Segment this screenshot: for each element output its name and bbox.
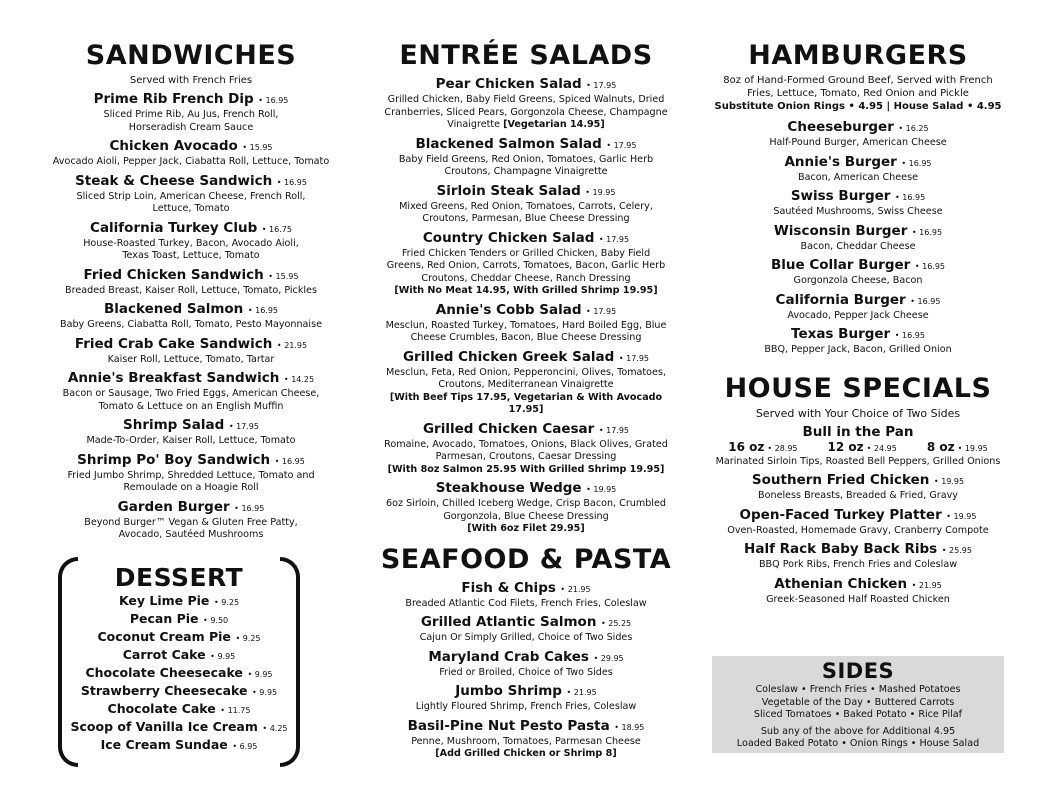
menu-item bbox=[710, 507, 1006, 538]
bull-price: • 28.95 bbox=[767, 443, 798, 453]
menu-item bbox=[40, 220, 342, 263]
item-note: [With 8oz Salmon 25.95 With Grilled Shrimp 19.95] bbox=[387, 463, 665, 475]
menu-item bbox=[40, 267, 342, 298]
item-name: Maryland Crab Cakes • 29.95 bbox=[428, 648, 624, 665]
item-price: • 19.95 bbox=[583, 485, 617, 494]
item-note: [With No Meat 14.95, With Grilled Shrimp 19.95] bbox=[394, 285, 658, 296]
item-price: • 17.95 bbox=[596, 234, 630, 244]
item-note: [With 6oz Filet 29.95] bbox=[467, 523, 585, 534]
menu-item bbox=[710, 292, 1006, 323]
dessert-item: Chocolate Cheesecake • 9.95 bbox=[85, 665, 273, 680]
item-price: • 9.95 bbox=[244, 670, 273, 679]
item-desc: Romaine, Avocado, Tomatoes, Onions, Black Olives, Grated Parmesan, Croutons, Caesar Dressing bbox=[384, 438, 668, 462]
menu-item bbox=[40, 173, 342, 216]
menu-item bbox=[375, 230, 677, 298]
item-name: Cheeseburger • 16.25 bbox=[787, 119, 929, 135]
sandwich-list bbox=[40, 91, 342, 542]
item-desc: Sautéed Mushrooms, Swiss Cheese bbox=[773, 206, 943, 217]
menu-item bbox=[375, 421, 677, 477]
item-desc: Mesclun, Feta, Red Onion, Pepperoncini, Olives, Tomatoes, Croutons, Mediterranean Vinaigrette bbox=[386, 366, 666, 390]
hamburgers-title: HAMBURGERS bbox=[748, 40, 968, 71]
menu-item bbox=[40, 417, 342, 448]
sides-line: Coleslaw • French Fries • Mashed Potatoes bbox=[755, 684, 961, 695]
menu-item bbox=[375, 580, 677, 611]
item-name: Athenian Chicken • 21.95 bbox=[774, 575, 942, 592]
item-name: Bull in the Pan bbox=[802, 423, 914, 440]
item-desc: Beyond Burger™ Vegan & Gluten Free Patty, Avocado, Sautéed Mushrooms bbox=[84, 516, 298, 540]
dessert-item: Ice Cream Sundae • 6.95 bbox=[100, 737, 258, 752]
item-price: • 19.95 bbox=[943, 511, 977, 521]
menu-item bbox=[375, 649, 677, 680]
menu-item bbox=[40, 336, 342, 367]
item-name: California Turkey Club • 16.75 bbox=[90, 219, 292, 236]
item-desc: Breaded Atlantic Cod Filets, French Fries, Coleslaw bbox=[405, 597, 647, 609]
item-name: Country Chicken Salad • 17.95 bbox=[422, 229, 630, 246]
sandwiches-title: SANDWICHES bbox=[85, 40, 297, 71]
item-name: Pear Chicken Salad • 17.95 bbox=[435, 76, 617, 92]
item-price: • 25.95 bbox=[939, 546, 972, 555]
item-name: Open-Faced Turkey Platter • 19.95 bbox=[739, 506, 977, 523]
sides-title: SIDES bbox=[821, 659, 895, 683]
item-price: • 16.95 bbox=[892, 193, 926, 202]
item-desc: Grilled Chicken, Baby Field Greens, Spiced Walnuts, Dried Cranberries, Sliced Pears, Gorgonzola Cheese, Champagne Vinaigrette [Vegetarian 14.95] bbox=[384, 94, 668, 130]
hamburgers-section bbox=[710, 40, 1006, 606]
item-name: Blackened Salmon • 16.95 bbox=[103, 301, 279, 317]
menu-item bbox=[710, 576, 1006, 607]
hamburgers-subtitle: 8oz of Hand-Formed Ground Beef, Served with French Fries, Lettuce, Tomato, Red Onion and Pickle bbox=[723, 75, 993, 99]
menu-item bbox=[375, 614, 677, 645]
dessert-item: Scoop of Vanilla Ice Cream • 4.25 bbox=[70, 719, 288, 734]
item-price: • 16.95 bbox=[231, 503, 265, 513]
item-price: • 16.75 bbox=[259, 224, 292, 234]
menu-item bbox=[375, 480, 677, 536]
menu-item bbox=[375, 683, 677, 714]
item-price: • 18.95 bbox=[611, 722, 645, 732]
item-name: Grilled Atlantic Salmon • 25.25 bbox=[420, 614, 632, 630]
item-price: • 15.95 bbox=[265, 271, 299, 281]
item-price: • 17.95 bbox=[616, 353, 650, 363]
menu-item bbox=[40, 452, 342, 495]
item-desc: Fried Jumbo Shrimp, Shredded Lettuce, Tomato and Remoulade on a Hoagie Roll bbox=[67, 469, 315, 493]
menu-item bbox=[710, 257, 1006, 288]
item-price: • 16.95 bbox=[912, 262, 946, 271]
item-desc: Mixed Greens, Red Onion, Tomatoes, Carrots, Celery, Croutons, Parmesan, Blue Cheese Dressing bbox=[399, 200, 653, 224]
item-note: [Add Grilled Chicken or Shrimp 8] bbox=[435, 748, 617, 759]
item-price: • 11.75 bbox=[217, 706, 251, 715]
item-name: Annie's Burger • 16.95 bbox=[784, 153, 932, 170]
dessert-item: Pecan Pie • 9.50 bbox=[129, 611, 229, 626]
item-name: Southern Fried Chicken • 19.95 bbox=[751, 472, 965, 488]
dessert-item: Carrot Cake • 9.95 bbox=[122, 647, 236, 662]
item-desc: Avocado, Pepper Jack Cheese bbox=[787, 309, 929, 321]
menu-item bbox=[710, 154, 1006, 185]
seafood-title: SEAFOOD & PASTA bbox=[380, 543, 672, 575]
sandwiches-section bbox=[40, 40, 342, 542]
item-desc: Kaiser Roll, Lettuce, Tomato, Tartar bbox=[107, 353, 275, 365]
special-list bbox=[710, 472, 1006, 606]
dessert-item: Strawberry Cheesecake • 9.95 bbox=[80, 683, 278, 698]
item-desc: Fried Chicken Tenders or Grilled Chicken, Baby Field Greens, Red Onion, Carrots, Tomatoes, Bacon, Garlic Herb Croutons, Cheddar Cheese, Ranch Dressing bbox=[386, 247, 666, 284]
item-name: Garden Burger • 16.95 bbox=[117, 498, 265, 515]
item-name: Steakhouse Wedge • 19.95 bbox=[435, 480, 617, 496]
item-price: • 17.95 bbox=[226, 422, 259, 431]
item-note: [With Beef Tips 17.95, Vegetarian & With Avocado 17.95] bbox=[389, 391, 663, 415]
item-desc: Sliced Prime Rib, Au Jus, French Roll, Horseradish Cream Sauce bbox=[103, 109, 279, 133]
sides-extra-line: Sub any of the above for Additional 4.95 bbox=[760, 725, 956, 737]
item-desc: Fried or Broiled, Choice of Two Sides bbox=[439, 666, 613, 678]
bull-size: 16 oz • 28.95 bbox=[728, 439, 798, 454]
item-desc: Oven-Roasted, Homemade Gravy, Cranberry Compote bbox=[727, 524, 989, 536]
item-desc: BBQ Pork Ribs, French Fries and Coleslaw bbox=[758, 559, 958, 570]
sides-extra-line: Loaded Baked Potato • Onion Rings • House Salad bbox=[736, 738, 980, 749]
item-desc: Avocado Aioli, Pepper Jack, Ciabatta Roll, Lettuce, Tomato bbox=[52, 156, 330, 167]
item-price: • 25.25 bbox=[598, 619, 632, 628]
item-price: • 16.95 bbox=[898, 158, 932, 168]
item-note: [Vegetarian 14.95] bbox=[503, 119, 605, 130]
item-price: • 21.95 bbox=[909, 580, 942, 590]
item-price: • 6.95 bbox=[229, 742, 258, 751]
item-name: Prime Rib French Dip • 16.95 bbox=[93, 91, 289, 107]
item-desc: Made-To-Order, Kaiser Roll, Lettuce, Tomato bbox=[86, 435, 296, 446]
item-name: Blackened Salmon Salad • 17.95 bbox=[415, 135, 637, 152]
dessert-section bbox=[58, 557, 300, 767]
item-desc: Mesclun, Roasted Turkey, Tomatoes, Hard Boiled Egg, Blue Cheese Crumbles, Bacon, Blue Cheese Dressing bbox=[385, 319, 667, 343]
item-price: • 21.95 bbox=[563, 688, 597, 697]
item-price: • 29.95 bbox=[590, 653, 624, 663]
salad-list bbox=[375, 76, 677, 536]
sides-lines bbox=[712, 684, 1004, 722]
item-desc: Boneless Breasts, Breaded & Fried, Gravy bbox=[758, 490, 958, 501]
specials-title: HOUSE SPECIALS bbox=[724, 372, 992, 404]
item-price: • 9.25 bbox=[232, 634, 261, 643]
item-desc: Bacon, Cheddar Cheese bbox=[800, 240, 916, 252]
item-price: • 17.95 bbox=[596, 425, 630, 435]
bull-size: 12 oz • 24.95 bbox=[827, 439, 897, 454]
item-name: Fried Crab Cake Sandwich • 21.95 bbox=[74, 335, 308, 352]
item-desc: Marinated Sirloin Tips, Roasted Bell Peppers, Grilled Onions bbox=[715, 455, 1001, 467]
burger-list bbox=[710, 119, 1006, 357]
salads-section bbox=[375, 40, 677, 761]
menu-item bbox=[710, 119, 1006, 150]
sides-line: Sliced Tomatoes • Baked Potato • Rice Pilaf bbox=[753, 709, 963, 720]
item-price: • 15.95 bbox=[239, 143, 273, 152]
menu-item bbox=[40, 370, 342, 413]
item-price: • 4.25 bbox=[259, 724, 288, 733]
menu-item bbox=[375, 76, 677, 132]
bull-sizes bbox=[710, 440, 1006, 456]
sandwiches-subtitle: Served with French Fries bbox=[129, 75, 253, 86]
item-desc: Greek-Seasoned Half Roasted Chicken bbox=[766, 593, 950, 605]
menu-item bbox=[375, 183, 677, 226]
item-name: Wisconsin Burger • 16.95 bbox=[773, 222, 943, 239]
item-price: • 16.25 bbox=[895, 124, 929, 133]
item-price: • 14.25 bbox=[281, 375, 315, 384]
item-name: Blue Collar Burger • 16.95 bbox=[770, 257, 946, 273]
seafood-list bbox=[375, 580, 677, 761]
dessert-title: DESSERT bbox=[114, 563, 244, 592]
item-desc: Sliced Strip Loin, American Cheese, French Roll, Lettuce, Tomato bbox=[76, 190, 306, 214]
item-price: • 17.95 bbox=[583, 81, 617, 90]
item-price: • 17.95 bbox=[603, 140, 637, 150]
menu-item bbox=[710, 326, 1006, 357]
item-desc: 6oz Sirloin, Chilled Iceberg Wedge, Crisp Bacon, Crumbled Gorgonzola, Blue Cheese Dressing bbox=[386, 498, 666, 522]
bull-size: 8 oz • 19.95 bbox=[926, 439, 988, 454]
item-name: Annie's Cobb Salad • 17.95 bbox=[435, 301, 617, 318]
item-desc: Bacon, American Cheese bbox=[798, 171, 918, 183]
item-name: Swiss Burger • 16.95 bbox=[790, 188, 926, 204]
menu-item bbox=[375, 302, 677, 345]
item-desc: Gorgonzola Cheese, Bacon bbox=[793, 275, 923, 286]
item-price: • 19.95 bbox=[582, 187, 616, 197]
bull-price: • 24.95 bbox=[866, 443, 897, 453]
dessert-item: Key Lime Pie • 9.25 bbox=[118, 593, 240, 608]
item-desc: Baby Greens, Ciabatta Roll, Tomato, Pesto Mayonnaise bbox=[59, 319, 322, 330]
menu-item bbox=[40, 301, 342, 332]
item-price: • 16.95 bbox=[907, 296, 941, 306]
item-name: Fish & Chips • 21.95 bbox=[461, 579, 591, 596]
item-name: Grilled Chicken Caesar • 17.95 bbox=[422, 420, 630, 437]
sides-extra bbox=[712, 726, 1004, 751]
item-price: • 16.95 bbox=[892, 331, 925, 340]
item-desc: Half-Pound Burger, American Cheese bbox=[769, 137, 947, 148]
dessert-item: Coconut Cream Pie • 9.25 bbox=[97, 629, 261, 644]
menu-item bbox=[375, 136, 677, 179]
menu-item bbox=[710, 223, 1006, 254]
item-name: Shrimp Po' Boy Sandwich • 16.95 bbox=[77, 451, 305, 468]
hamburgers-substitute: Substitute Onion Rings • 4.95 | House Salad • 4.95 bbox=[714, 101, 1002, 112]
item-name: Shrimp Salad • 17.95 bbox=[122, 417, 259, 433]
menu-item bbox=[40, 91, 342, 134]
item-desc: Cajun Or Simply Grilled, Choice of Two Sides bbox=[419, 632, 633, 643]
item-desc: Lightly Floured Shrimp, French Fries, Coleslaw bbox=[415, 701, 637, 712]
menu-item bbox=[710, 472, 1006, 503]
menu-item bbox=[40, 138, 342, 169]
item-name: Chicken Avocado • 15.95 bbox=[109, 138, 273, 154]
salads-title: ENTRÉE SALADS bbox=[399, 40, 653, 71]
item-price: • 16.95 bbox=[245, 306, 279, 315]
item-price: • 21.95 bbox=[557, 584, 591, 594]
menu-item bbox=[40, 499, 342, 542]
bull-in-the-pan bbox=[710, 424, 1006, 469]
menu-item bbox=[710, 541, 1006, 572]
sides-line: Vegetable of the Day • Buttered Carrots bbox=[761, 696, 955, 708]
item-name: Basil-Pine Nut Pesto Pasta • 18.95 bbox=[407, 717, 645, 734]
dessert-item: Chocolate Cake • 11.75 bbox=[107, 701, 251, 716]
item-name: Half Rack Baby Back Ribs • 25.95 bbox=[744, 541, 972, 557]
menu-item bbox=[710, 188, 1006, 219]
item-price: • 16.95 bbox=[909, 227, 943, 237]
item-price: • 9.95 bbox=[207, 652, 236, 661]
item-desc: Penne, Mushroom, Tomatoes, Parmesan Cheese bbox=[411, 735, 641, 747]
item-name: Texas Burger • 16.95 bbox=[791, 326, 925, 342]
item-name: Jumbo Shrimp • 21.95 bbox=[455, 683, 597, 699]
item-price: • 16.95 bbox=[255, 96, 289, 105]
item-name: Grilled Chicken Greek Salad • 17.95 bbox=[402, 348, 650, 365]
item-price: • 17.95 bbox=[583, 306, 617, 316]
dessert-list bbox=[58, 593, 300, 755]
item-desc: House-Roasted Turkey, Bacon, Avocado Aioli, Texas Toast, Lettuce, Tomato bbox=[83, 237, 299, 261]
bull-price: • 19.95 bbox=[957, 443, 988, 453]
item-name: Sirloin Steak Salad • 19.95 bbox=[436, 182, 616, 199]
sides-section bbox=[712, 656, 1004, 753]
item-name: Annie's Breakfast Sandwich • 14.25 bbox=[67, 370, 315, 386]
menu-item bbox=[375, 349, 677, 417]
item-desc: Breaded Breast, Kaiser Roll, Lettuce, Tomato, Pickles bbox=[65, 284, 317, 296]
item-name: California Burger • 16.95 bbox=[775, 291, 941, 308]
specials-subtitle: Served with Your Choice of Two Sides bbox=[755, 406, 961, 420]
item-name: Fried Chicken Sandwich • 15.95 bbox=[83, 266, 299, 283]
item-name: Steak & Cheese Sandwich • 16.95 bbox=[75, 172, 307, 189]
item-price: • 16.95 bbox=[274, 177, 307, 187]
item-price: • 9.25 bbox=[211, 598, 240, 607]
item-desc: BBQ, Pepper Jack, Bacon, Grilled Onion bbox=[764, 344, 952, 355]
item-price: • 21.95 bbox=[274, 340, 308, 350]
item-desc: Baby Field Greens, Red Onion, Tomatoes, Garlic Herb Croutons, Champagne Vinaigrette bbox=[398, 153, 654, 177]
item-desc: Bacon or Sausage, Two Fried Eggs, American Cheese, Tomato & Lettuce on an English Muffin bbox=[62, 388, 320, 412]
menu-item bbox=[375, 718, 677, 761]
item-price: • 9.95 bbox=[249, 688, 278, 697]
item-price: • 19.95 bbox=[931, 477, 965, 486]
item-price: • 16.95 bbox=[272, 456, 305, 466]
item-price: • 9.50 bbox=[200, 616, 229, 625]
